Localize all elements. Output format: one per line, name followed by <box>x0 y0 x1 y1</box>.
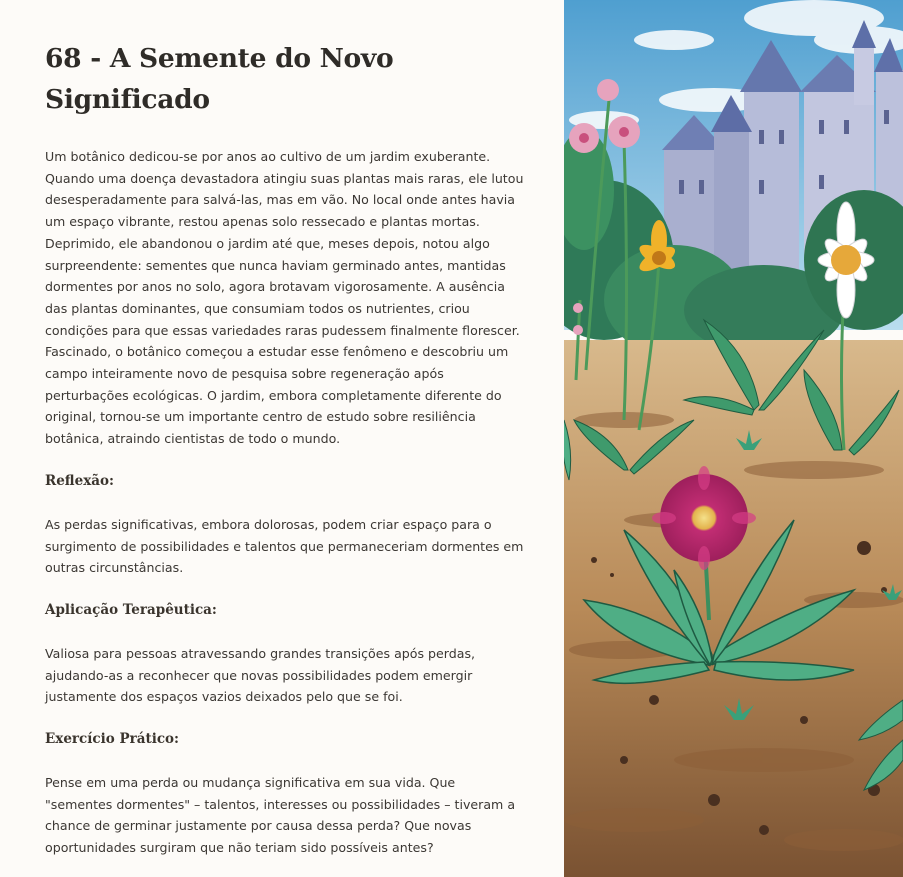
application-text: Valiosa para pessoas atravessando grandes transições após perdas, ajudando-as a reconhecer que novas possibilidades podem emergir justamente dos espaços vazios deixados pelo que se foi. <box>45 645 476 705</box>
article-content <box>45 38 525 859</box>
story-paragraph: Um botânico dedicou-se por anos ao cultivo de um jardim exuberante. Quando uma doença devastadora atingiu suas plantas mais raras, ele lutou desesperadamente para salvá-las, mas em vão. No local onde antes havia um espaço vibrante, restou apenas solo ressecado e plantas mortas. Deprimido, ele abandonou o jardim até que, meses depois, notou algo surpreendente: sementes que nunca haviam germinado antes, mantidas dormentes por anos no solo, agora brotavam vigorosamente. A ausência das plantas dominantes, que consumiam todos os nutrientes, criou condições para que essas variedades raras pudessem finalmente florescer. Fascinado, o botânico começou a estudar esse fenômeno e descobriu um campo inteiramente novo de pesquisa sobre regeneração após perturbações ecológicas. O jardim, embora completamente diferente do original, tornou-se um importante centro de estudo sobre resiliência botânica, atraindo cientistas de todo o mundo. <box>45 149 524 447</box>
garden-illustration <box>564 0 903 877</box>
exercise-text: Pense em uma perda ou mudança significativa em sua vida. Que "sementes dormentes" – talentos, interesses ou possibilidades – tiveram a chance de germinar justamente por causa dessa perda? Que novas oportunidades surgiram que não teriam sido possíveis antes? <box>45 775 516 856</box>
exercise-heading: Exercício Prático: <box>45 731 180 748</box>
reflection-text: As perdas significativas, embora dolorosas, podem criar espaço para o surgimento de possibilidades e talentos que permaneceriam dormentes em outras circunstâncias. <box>45 516 524 576</box>
reflection-heading: Reflexão: <box>45 472 114 489</box>
application-heading: Aplicação Terapêutica: <box>45 601 217 618</box>
page-title: 68 - A Semente do Novo Significado <box>45 43 394 115</box>
